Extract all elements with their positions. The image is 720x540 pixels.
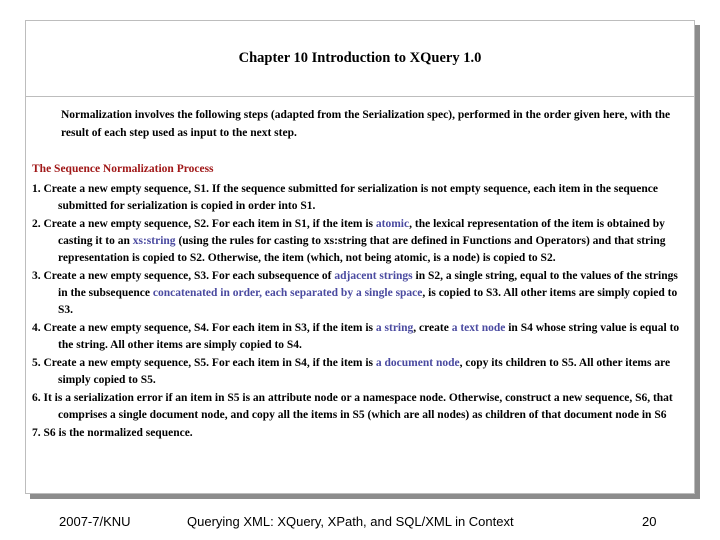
title-box xyxy=(25,20,695,98)
step-5-highlight-document-node: a document node xyxy=(375,357,460,369)
step-4-highlight-text-node: a text node xyxy=(451,322,506,334)
step-2-text-b: , the lexical representation of the item is obtained by casting it to an xyxy=(58,218,665,247)
footer-book-title: Querying XML: XQuery, XPath, and SQL/XML in Context xyxy=(187,514,514,529)
step-2-highlight-xs-string: xs:string xyxy=(132,235,176,247)
step-3 xyxy=(32,268,684,319)
step-4-text-a: 4. Create a new empty sequence, S4. For each item in S3, if the item is xyxy=(32,322,376,334)
step-1: 1. Create a new empty sequence, S1. If the sequence submitted for serialization is not empty sequence, each item in the sequence submitted for serialization is copied in order into S1. xyxy=(32,183,658,212)
step-5 xyxy=(32,355,684,389)
content-box xyxy=(25,96,695,494)
step-4 xyxy=(32,320,684,354)
step-3-highlight-adjacent: adjacent strings xyxy=(334,270,413,282)
step-5-text-a: 5. Create a new empty sequence, S5. For each item in S4, if the item is xyxy=(32,357,376,369)
step-4-text-c: in S4 whose string value is equal to the string. All other items are simply copied to S4. xyxy=(58,322,680,351)
step-5-text-b: , copy its children to S5. All other items are simply copied to S5. xyxy=(58,357,671,386)
step-3-text-a: 3. Create a new empty sequence, S3. For each subsequence of xyxy=(32,270,335,282)
step-3-text-b: in S2, a single string, equal to the values of the strings in the subsequence xyxy=(58,270,678,299)
footer-date: 2007-7/KNU xyxy=(59,514,131,529)
step-3-text-c: , is copied to S3. All other items are simply copied to S3. xyxy=(58,287,678,316)
step-2-text-a: 2. Create a new empty sequence, S2. For each item in S1, if the item is xyxy=(32,218,376,230)
slide-title: Chapter 10 Introduction to XQuery 1.0 xyxy=(238,50,482,66)
step-7: 7. S6 is the normalized sequence. xyxy=(32,427,193,439)
step-2 xyxy=(32,216,684,267)
step-4-highlight-string: a string xyxy=(375,322,414,334)
step-4-text-b: , create xyxy=(413,322,452,334)
process-title: The Sequence Normalization Process xyxy=(32,163,214,175)
step-3-highlight-concatenated: concatenated in order, each separated by a single space xyxy=(152,287,423,299)
intro-paragraph: Normalization involves the following steps (adapted from the Serialization spec), performed in the order given here, with the result of each step used as input to the next step. xyxy=(61,109,671,139)
step-6: 6. It is a serialization error if an item in S5 is an attribute node or a namespace node. Otherwise, construct a new sequence, S6, that comprises a single document node, and copy all the items in S5 (which are all nodes) as children of that document node in S6 xyxy=(32,392,673,421)
step-2-highlight-atomic: atomic xyxy=(375,218,410,230)
step-2-text-c: (using the rules for casting to xs:string that are defined in Functions and Operators) and that string representation is copied to S2. Otherwise, the item (which, not being atomic, is a node) is copied to S2. xyxy=(58,235,666,264)
steps-list xyxy=(32,181,684,443)
footer-page-number: 20 xyxy=(642,514,657,529)
